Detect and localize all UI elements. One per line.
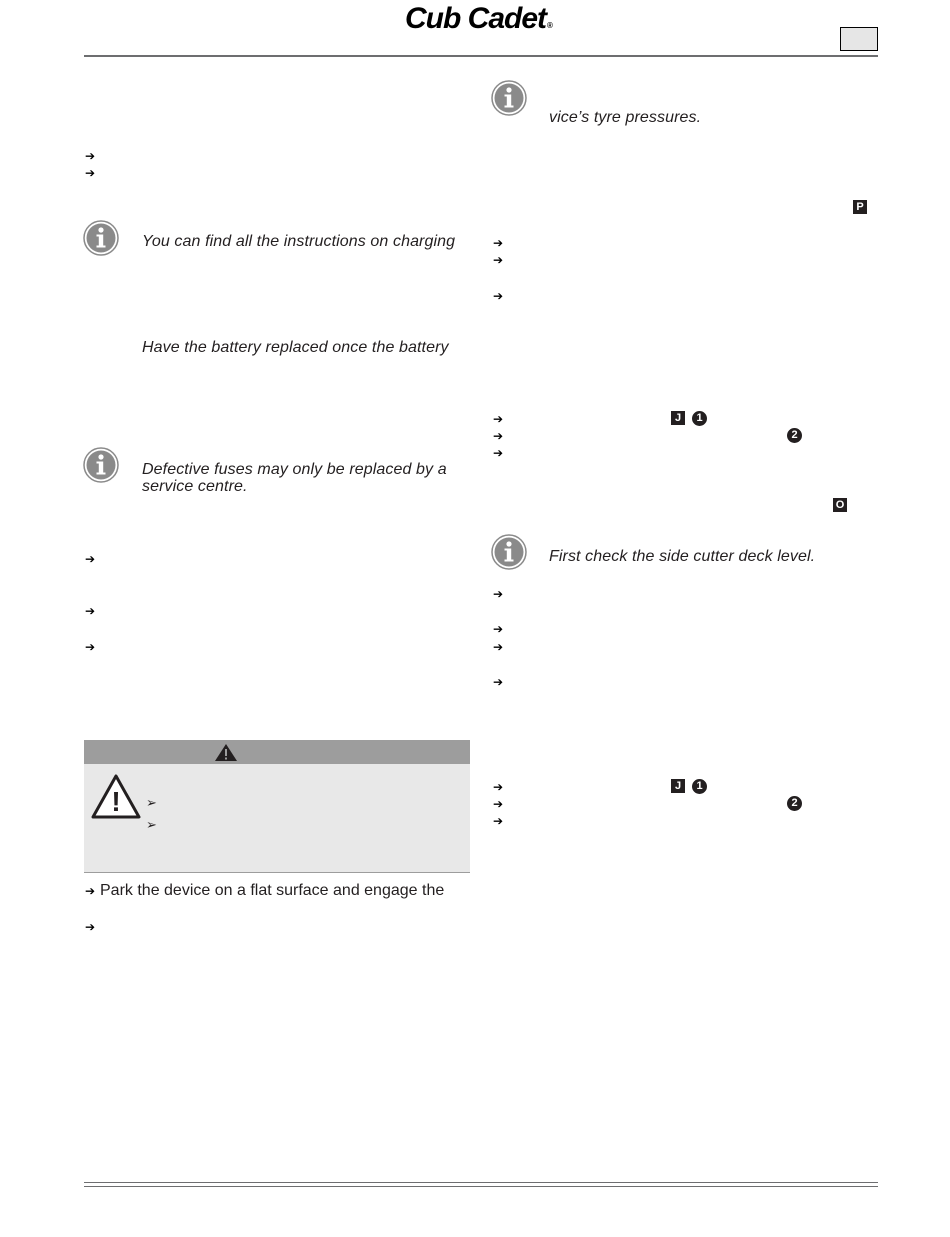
warning-header-bar [84,740,470,764]
park-instruction: Park the device on a flat surface and engage the [100,882,445,899]
info-icon [491,80,527,116]
bullet-arrow: ➔ [493,640,504,654]
bullet-arrow: ➔ [493,780,504,794]
bullet-arrow: ➔ [85,166,96,180]
bullet-arrow: ➔ [85,604,96,618]
info-note-charging: You can find all the instructions on charging [142,233,456,250]
bullet-arrow: ➔ [85,884,96,898]
bullet-arrow: ➔ [493,253,504,267]
bullet-arrow: ➔ [493,446,504,460]
info-note-fuses: Defective fuses may only be replaced by a service centre. [142,461,447,495]
bullet-arrow: ➔ [493,622,504,636]
warning-small-icon [214,743,238,762]
logo-text: Cub Cadet [405,2,546,35]
warning-triangle-icon [90,773,142,820]
bullet-arrow: ➔ [493,797,504,811]
bullet-arrow: ➔ [85,552,96,566]
bullet-chevron: ➢ [146,795,157,810]
bullet-arrow: ➔ [493,429,504,443]
header-rule [84,55,878,57]
language-tab-box [840,27,878,51]
figure-badge-o: O [833,498,847,512]
bullet-arrow: ➔ [85,640,96,654]
bullet-arrow: ➔ [493,236,504,250]
cub-cadet-logo [405,2,552,36]
callout-number-1: 1 [692,779,707,794]
warning-exclamation: ! [111,786,121,817]
bullet-arrow: ➔ [85,920,96,934]
footer-rule-top [84,1182,878,1183]
info-note-side-cutter: First check the side cutter deck level. [549,548,816,565]
figure-badge-j: J [671,779,685,793]
bullet-arrow: ➔ [493,675,504,689]
bullet-arrow: ➔ [493,289,504,303]
callout-number-2: 2 [787,796,802,811]
info-icon [491,534,527,570]
info-icon [83,447,119,483]
info-note-tyre-pressures: vice’s tyre pressures. [549,109,702,126]
bullet-arrow: ➔ [493,412,504,426]
bullet-arrow: ➔ [85,149,96,163]
figure-badge-p: P [853,200,867,214]
registered-mark: ® [547,21,552,30]
callout-number-2: 2 [787,428,802,443]
footer-rule-bottom [84,1186,878,1187]
bullet-chevron: ➢ [146,817,157,832]
bullet-arrow: ➔ [493,814,504,828]
info-icon [83,220,119,256]
warning-box-body [84,764,470,873]
bullet-arrow: ➔ [493,587,504,601]
callout-number-1: 1 [692,411,707,426]
info-note-battery-replace: Have the battery replaced once the battery [142,339,449,356]
figure-badge-j: J [671,411,685,425]
